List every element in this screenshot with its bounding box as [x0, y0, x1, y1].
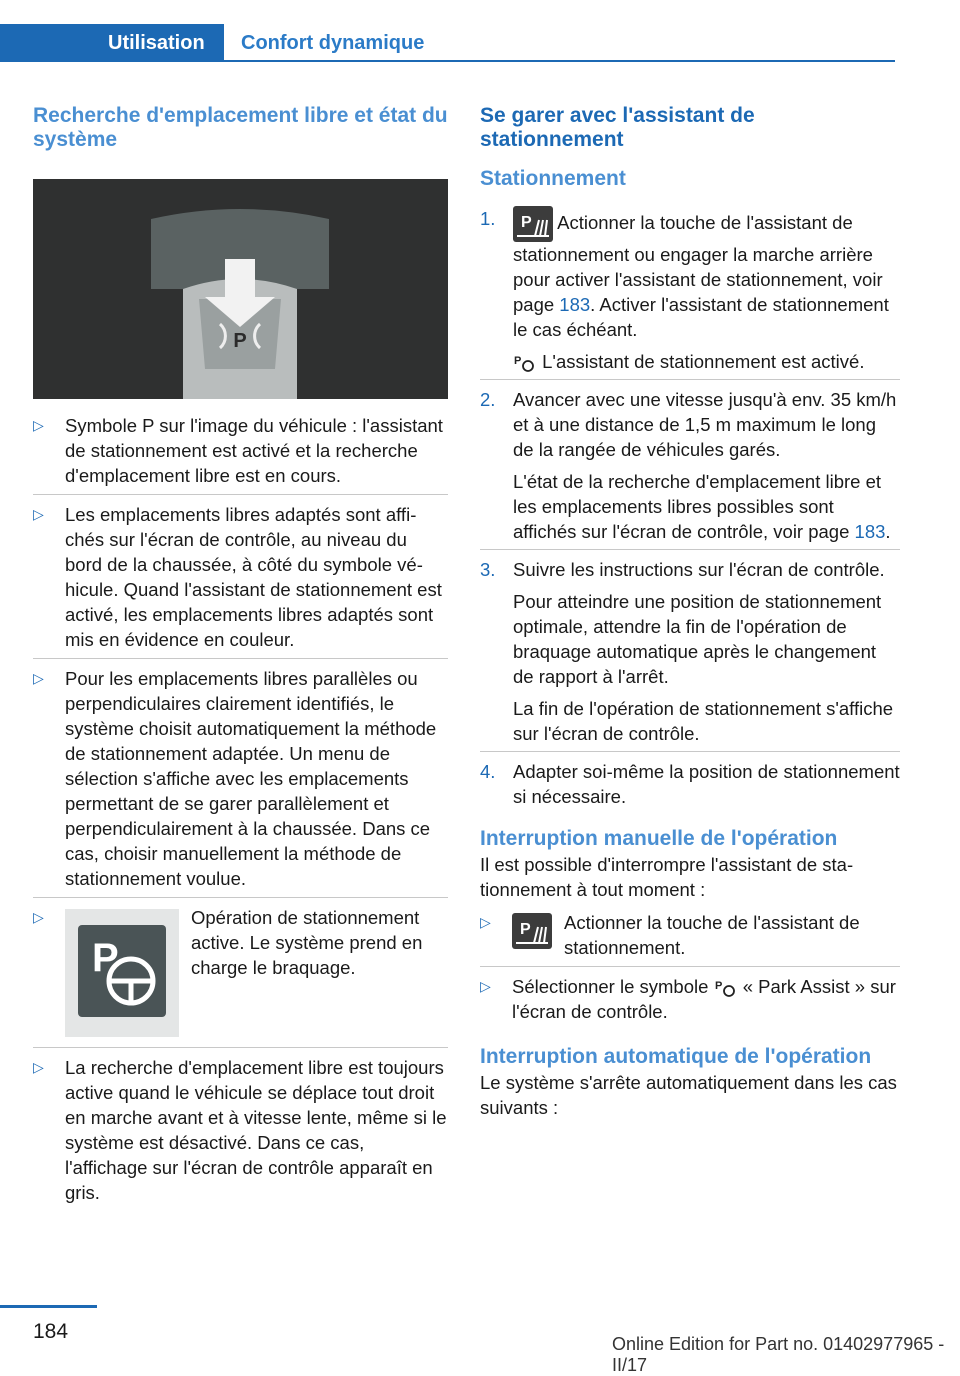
left-column: [33, 104, 448, 1218]
header-underline: [224, 60, 895, 62]
list-item: ▷ Sélectionner le symbole P « Park Assist » sur l'écran de contrôle.: [480, 976, 896, 1022]
list-item: ▷ Pour les emplacements libres parallèles ou perpendiculaires clairement identifiés, le système choisit automatiquement la méthode de stationnement adaptée. Un menu de sélection s'affiche avec les emplacements permettant de se garer parallèlement et perpendiculairement à la chaussée. Dans ce cas, choisir manuellement la méthode de stationnement voulue.: [33, 666, 448, 898]
list-item: ▷ P Opération de stationnement active. Le système prend en charge le braquage.: [33, 905, 448, 1048]
step-item: 2. Avancer avec une vitesse jusqu'à env. 35 km/h et à une distance de 1,5 m maximum le long de la rangée de véhicules garés. L'état de la recherche d'emplacement libre et les emplacements libres possibles sont affichés sur l'écran de contrôle, voir page 183.: [480, 387, 900, 550]
step-number: 3.: [480, 559, 496, 580]
park-assist-symbol-icon: [714, 978, 738, 998]
parking-display-figure: [33, 179, 448, 399]
step-item: 3. Suivre les instructions sur l'écran de contrôle. Pour atteindre une position de stationnement optimale, attendre la fin de l'opération de braquage automatique après le changement de rapport à l'arrêt. La fin de l'opération de stationnement s'affiche sur l'écran de contrôle.: [480, 557, 900, 752]
subheading-manual-interruption: Interruption manuelle de l'opération: [480, 827, 838, 850]
edition-note: Online Edition for Part no. 01402977965 - II/17: [612, 1334, 945, 1375]
car-display-illustration: [33, 179, 448, 399]
triangle-bullet-icon: ▷: [33, 1059, 44, 1075]
status-bullet-list: [33, 413, 448, 1211]
step-item: 4. Adapter soi-même la position de stationnement si nécessaire.: [480, 761, 900, 807]
park-assist-button-icon: [513, 206, 553, 242]
tab-utilisation[interactable]: Utilisation: [0, 24, 224, 62]
park-assist-button-icon: [512, 913, 552, 949]
svg-text:P: P: [514, 355, 522, 368]
subheading-auto-interruption: Interruption automatique de l'opération: [480, 1045, 872, 1068]
triangle-bullet-icon: ▷: [33, 909, 44, 925]
svg-text:P: P: [521, 214, 532, 231]
step-number: 1.: [480, 208, 496, 229]
list-item: ▷ Symbole P sur l'image du véhicule : l'assistant de stationnement est activé et la recherche d'emplacement libre est en cours.: [33, 413, 448, 495]
figure-p-letter: P: [233, 330, 247, 352]
triangle-bullet-icon: ▷: [480, 914, 491, 930]
page-link-183[interactable]: 183: [559, 294, 591, 315]
step-item: 1. P Actionner la touche de l'assistant de stationnement ou engager la marche arrière pour activer l'assistant de stationnement, voir page 183. Activer l'assistant de stationnement le cas échéant. P L'assistant de stationnement est activé.: [480, 206, 900, 380]
triangle-bullet-icon: ▷: [33, 670, 44, 686]
step-number: 2.: [480, 389, 496, 410]
step-number: 4.: [480, 761, 496, 782]
section-title-search: Recherche d'emplacement libre et état du système: [33, 104, 448, 151]
triangle-bullet-icon: ▷: [480, 978, 491, 994]
right-column: Se garer avec l'assistant de stationnement Stationnement 1. P Actionner la touche de l'assistant de stationnement ou engager la marche arrière pour activer l'assistant de stationnement, voir page 183. Activer l'assistant de stationnement le cas échéant. P L'assistant de stationnement est activé. 2. Avancer avec une vitesse jusqu'à env. 35 km/h et à une distance de 1,5 m maximum le long de la rangée de véhicules garés. L'état de la recherche d'emplacement libre et les emplacements libres possibles sont affichés sur l'écran de contrôle, voir page 183. 3. Suivre les instructions sur l'écran de contrôle. Pour atteindre une position de stationnement optimale, attendre la fin de l'opération de braquage automatique après le changement de rapport à l'arrêt. La fin de l'opération de stationnement s'affiche sur l'écran de contrôle. 4. Adapter soi-même la position de stationnement si nécessaire. Interruption manuelle de l'opération Il est possible d'interrompre l'assistant de stationnement à tout moment : ▷ P Actionner la touche de l'assistant de stationnement. ▷ Sélectionner le symbole P « Park Assist » sur l'écran de contrôle. Interruption automatique de l'opération Le système s'arrête automatiquement dans les cas suivants :: [480, 104, 900, 1118]
park-steering-tile: [65, 909, 179, 1037]
subheading-stationnement: Stationnement: [480, 167, 626, 190]
page-number: 184: [33, 1320, 69, 1343]
steps-list: [480, 206, 900, 814]
svg-text:P: P: [714, 980, 722, 993]
svg-text:P: P: [520, 921, 531, 938]
footer-line: [0, 1305, 97, 1308]
interruption-bullet-list: [480, 910, 900, 1030]
section-title-park: Se garer avec l'assistant de stationnement: [480, 104, 755, 151]
header-bar: [0, 0, 960, 62]
list-item: ▷ La recherche d'emplacement libre est toujours active quand le véhicule se déplace tout droit en marche avant et à vitesse lente, même si le système est désactivé. Dans ce cas, l'affichage sur l'écran de contrôle apparaît en gris.: [33, 1057, 447, 1203]
triangle-bullet-icon: ▷: [33, 417, 44, 433]
triangle-bullet-icon: ▷: [33, 506, 44, 522]
svg-text:P: P: [92, 936, 119, 980]
tab-confort-dynamique[interactable]: Confort dynamique: [241, 32, 425, 54]
park-steering-icon: [65, 909, 179, 1037]
page-link-183[interactable]: 183: [854, 521, 886, 542]
list-item: ▷ P Actionner la touche de l'assistant de stationnement.: [480, 910, 900, 967]
list-item: ▷ Les emplacements libres adaptés sont affichés sur l'écran de contrôle, au niveau du bord de la chaussée, à côté du symbole véhicule. Quand l'assistant de stationnement est activé, les emplacements libres adaptés sont mis en évidence en couleur.: [33, 502, 448, 659]
park-assist-symbol-icon: [513, 353, 537, 373]
